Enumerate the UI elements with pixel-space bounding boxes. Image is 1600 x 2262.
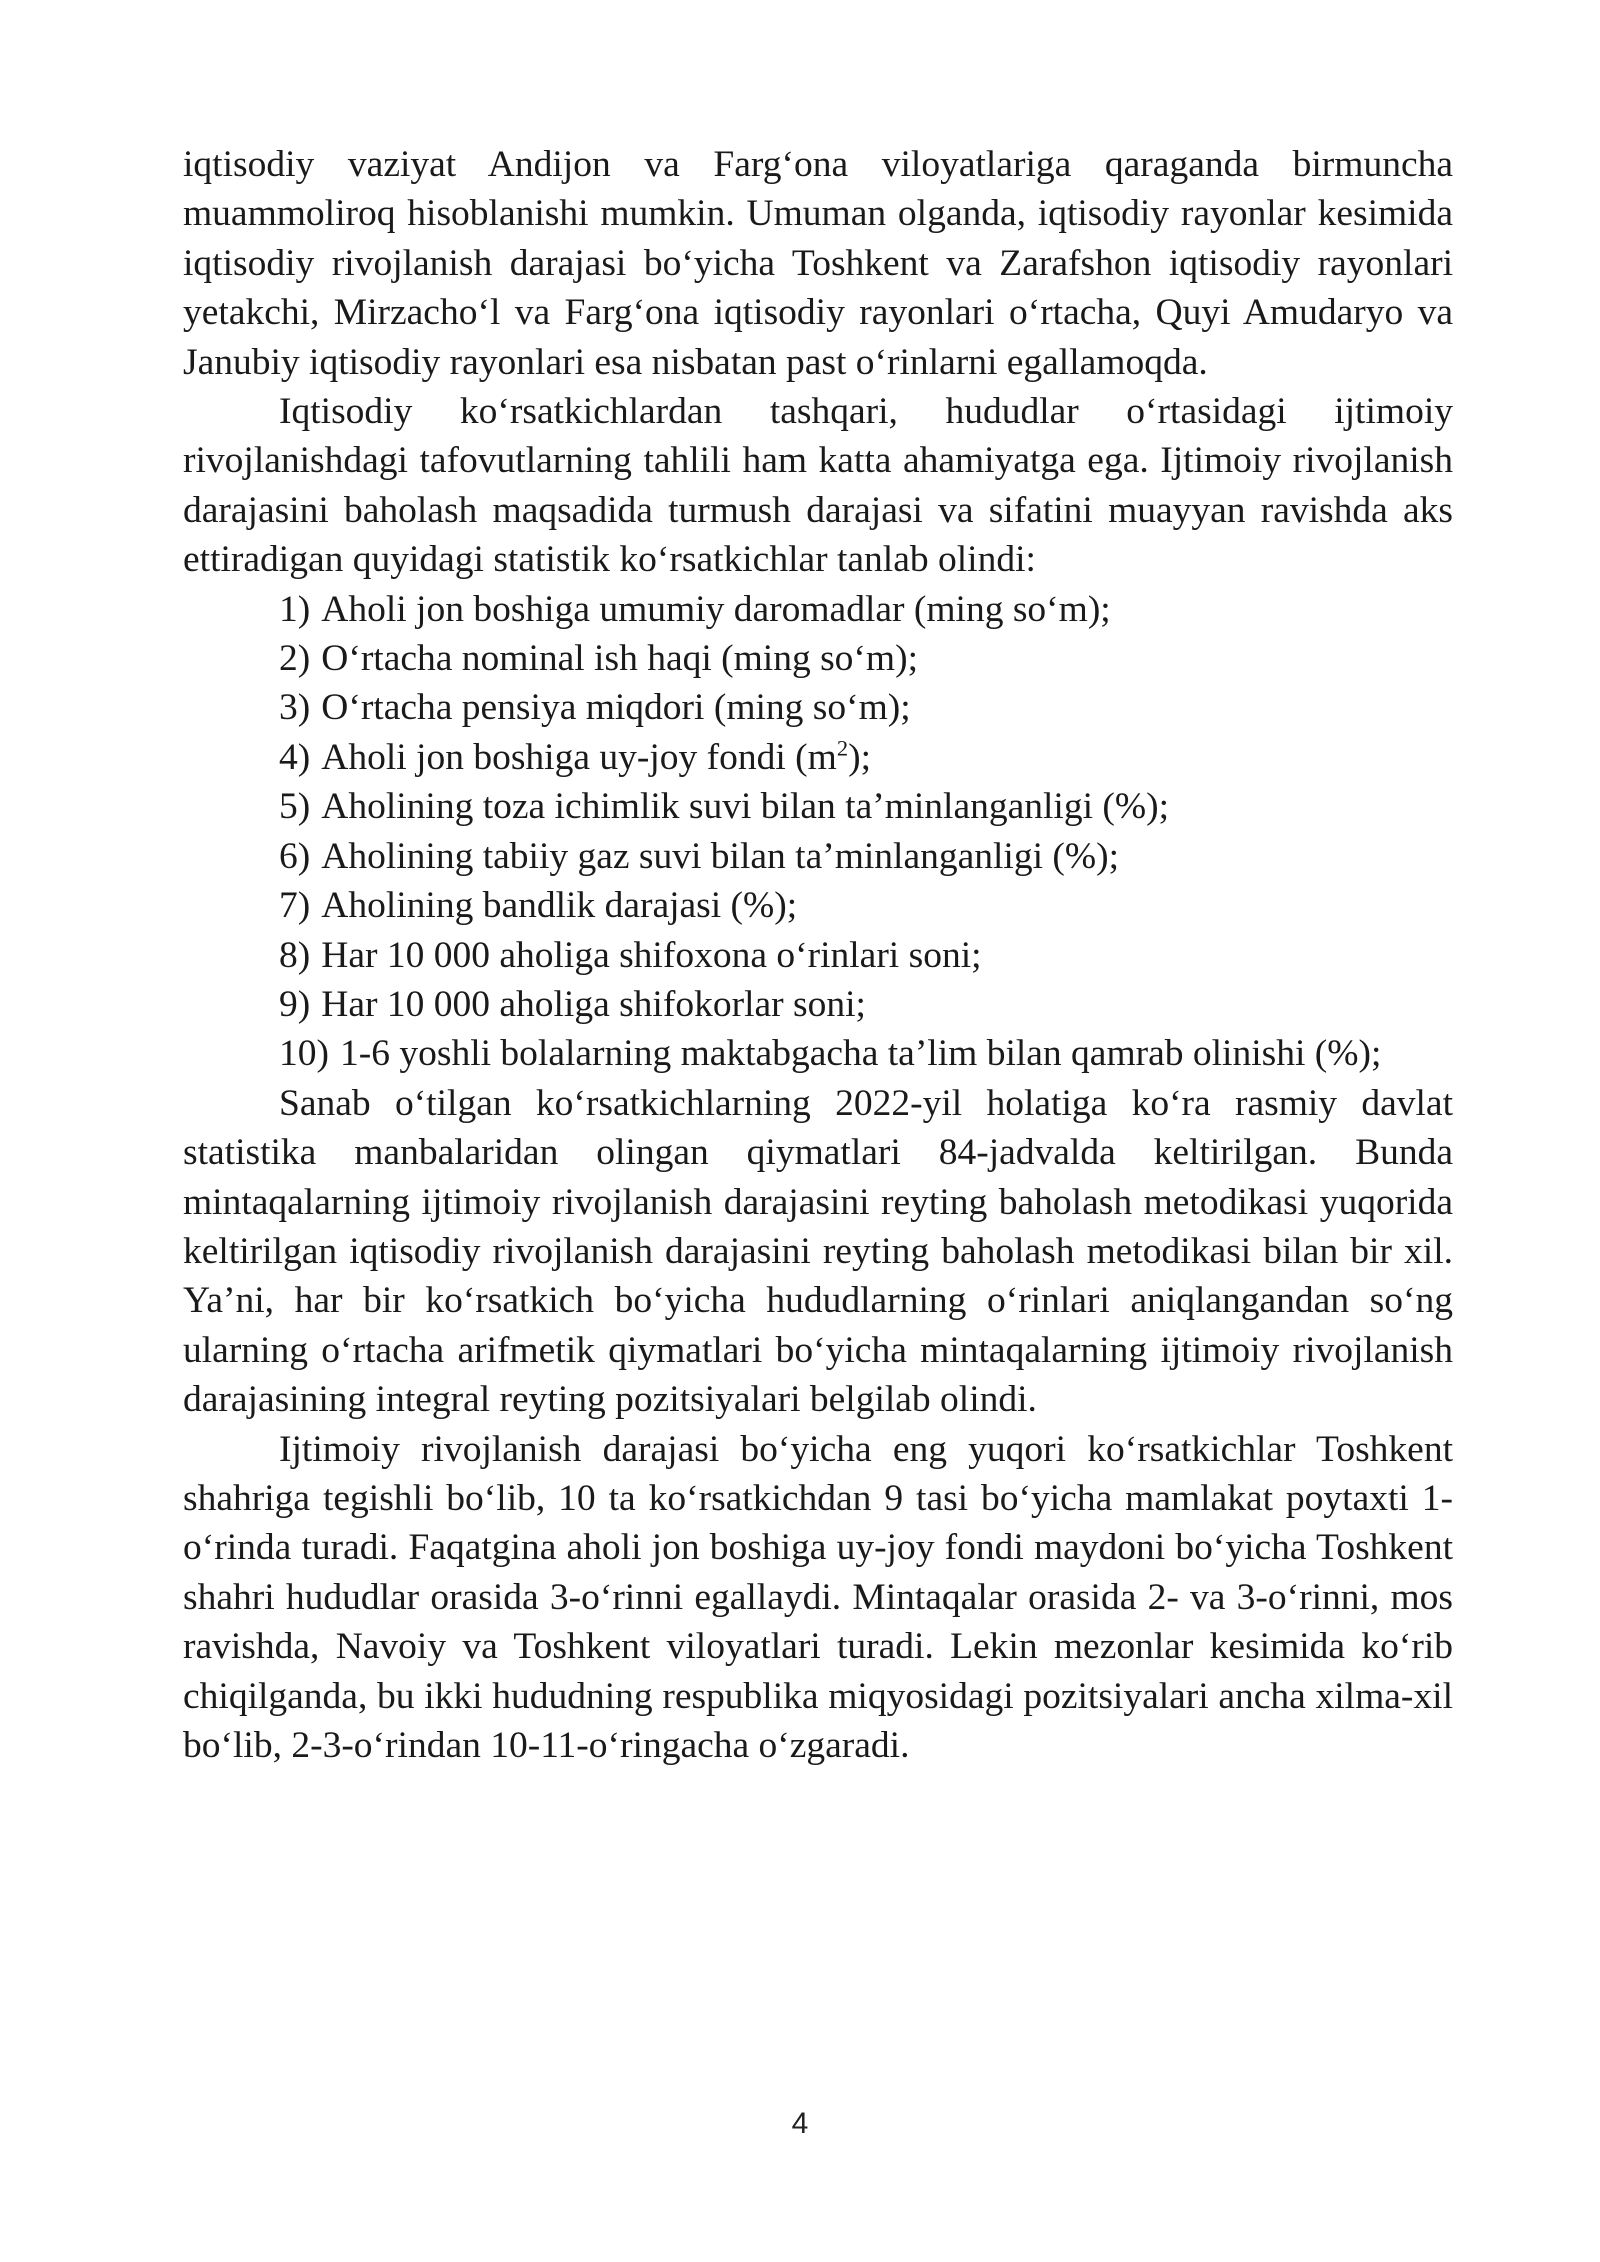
list-item-number: 3)	[279, 687, 311, 729]
list-item-text: Aholi jon boshiga uy-joy fondi (m	[321, 736, 837, 778]
list-item	[183, 931, 1453, 980]
list-item-number: 7)	[279, 885, 311, 927]
superscript-exponent: 2	[836, 735, 849, 761]
indicator-list	[183, 585, 1453, 1079]
list-item-text: Aholining tabiiy gaz suvi bilan ta’minlanganligi (%);	[321, 835, 1120, 877]
list-item	[183, 782, 1453, 831]
paragraph-tashkent-ranking: Ijtimoiy rivojlanish darajasi bo‘yicha eng yuqori ko‘rsatkichlar Toshkent shahriga tegishli bo‘lib, 10 ta ko‘rsatkichdan 9 tasi bo‘yicha mamlakat poytaxti 1-o‘rinda turadi. Faqatgina aholi jon boshiga uy-joy fondi maydoni bo‘yicha Toshkent shahri hududlar orasida 3-o‘rinni egallaydi. Mintaqalar orasida 2- va 3-o‘rinni, mos ravishda, Navoiy va Toshkent viloyatlari turadi. Lekin mezonlar kesimida ko‘rib chiqilganda, bu ikki hududning respublika miqyosidagi pozitsiyalari ancha xilma-xil bo‘lib, 2-3-o‘rindan 10-11-o‘ringacha o‘zgaradi.	[183, 1428, 1453, 1766]
list-item-text: Aholi jon boshiga umumiy daromadlar (ming so‘m);	[321, 588, 1111, 630]
list-item	[183, 683, 1453, 732]
list-item-number: 6)	[279, 835, 311, 877]
list-item-text: Aholining bandlik darajasi (%);	[321, 885, 798, 927]
paragraph-social-indicators-intro: Iqtisodiy ko‘rsatkichlardan tashqari, hududlar o‘rtasidagi ijtimoiy rivojlanishdagi tafovutlarning tahlili ham katta ahamiyatga ega. Ijtimoiy rivojlanish darajasini baholash maqsadida turmush darajasi va sifatini muayyan ravishda aks ettiradigan quyidagi statistik ko‘rsatkichlar tanlab olindi:	[183, 391, 1453, 581]
list-item-number: 8)	[279, 934, 311, 976]
page-number: 4	[791, 2107, 809, 2140]
list-item-text-end: );	[848, 736, 872, 778]
list-item-number: 9)	[279, 983, 311, 1025]
list-item	[183, 634, 1453, 683]
list-item-number: 1)	[279, 588, 311, 630]
list-item-number: 4)	[279, 736, 311, 778]
list-item-number: 2)	[279, 638, 311, 680]
list-item-text: Har 10 000 aholiga shifokorlar soni;	[321, 983, 866, 1025]
list-item-number: 10)	[279, 1033, 329, 1075]
list-item-text: Aholining toza ichimlik suvi bilan ta’minlanganligi (%);	[321, 786, 1170, 828]
list-item-text-group	[321, 733, 871, 782]
list-item-number: 5)	[279, 786, 311, 828]
list-item	[183, 733, 1453, 782]
list-item-text: O‘rtacha pensiya miqdori (ming so‘m);	[321, 687, 911, 729]
body-text	[183, 140, 1453, 1770]
list-item-text: Har 10 000 aholiga shifoxona o‘rinlari soni;	[321, 934, 982, 976]
list-item-text: 1-6 yoshli bolalarning maktabgacha ta’lim bilan qamrab olinishi (%);	[340, 1033, 1382, 1075]
paragraph-continuation: iqtisodiy vaziyat Andijon va Farg‘ona viloyatlariga qaraganda birmuncha muammoliroq hisoblanishi mumkin. Umuman olganda, iqtisodiy rayonlar kesimida iqtisodiy rivojlanish darajasi bo‘yicha Toshkent va Zarafshon iqtisodiy rayonlari yetakchi, Mirzacho‘l va Farg‘ona iqtisodiy rayonlari o‘rtacha, Quyi Amudaryo va Janubiy iqtisodiy rayonlari esa nisbatan past o‘rinlarni egallamoqda.	[183, 144, 1453, 383]
list-item	[183, 1029, 1453, 1078]
list-item-text: O‘rtacha nominal ish haqi (ming so‘m);	[321, 638, 918, 680]
list-item	[183, 881, 1453, 930]
list-item	[183, 585, 1453, 634]
list-item	[183, 980, 1453, 1029]
list-item	[183, 832, 1453, 881]
paragraph-methodology: Sanab o‘tilgan ko‘rsatkichlarning 2022-yil holatiga ko‘ra rasmiy davlat statistika manbalaridan olingan qiymatlari 84-jadvalda keltirilgan. Bunda mintaqalarning ijtimoiy rivojlanish darajasini reyting baholash metodikasi yuqorida keltirilgan iqtisodiy rivojlanish darajasini reyting baholash metodikasi bilan bir xil. Ya’ni, har bir ko‘rsatkich bo‘yicha hududlarning o‘rinlari aniqlangandan so‘ng ularning o‘rtacha arifmetik qiymatlari bo‘yicha mintaqalarning ijtimoiy rivojlanish darajasining integral reyting pozitsiyalari belgilab olindi.	[183, 1082, 1453, 1421]
